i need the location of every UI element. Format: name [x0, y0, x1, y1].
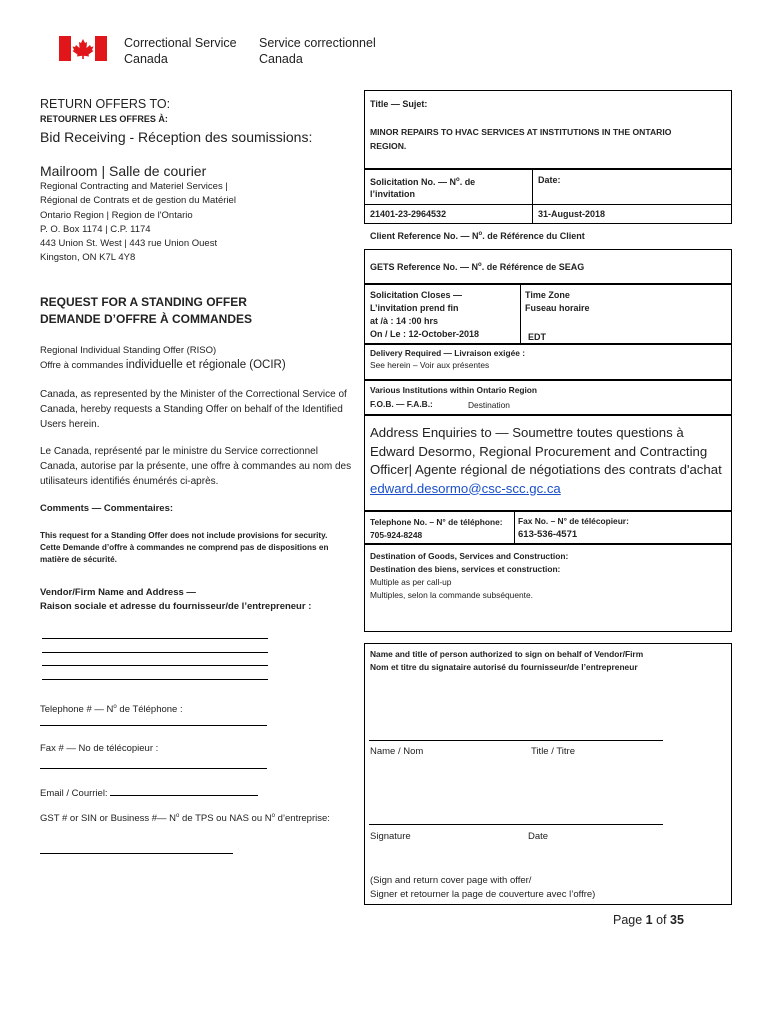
mailroom: Mailroom | Salle de courier	[40, 163, 207, 179]
fob-destination: Destination	[468, 400, 510, 410]
title-label-signer: Title / Titre	[531, 746, 575, 757]
signature-input-line[interactable]	[369, 824, 663, 825]
solicitation-label: Solicitation No. — $N^o$. de l’invitation	[370, 177, 476, 199]
riso-label: Regional Individual Standing Offer (RISO) Offre à commandes individuelle et régionale (OCIR)	[40, 345, 286, 371]
authorized-person-label: Name and title of person authorized to sign on behalf of Vendor/Firm Nom et titre du signataire autorisé du fournisseur/de l’entrepreneur	[370, 649, 644, 672]
contact-email-link[interactable]: edward.desormo@csc-scc.gc.ca	[370, 480, 561, 496]
solicitation-number: 21401-23-2964532	[370, 209, 447, 219]
time-zone-label: Time Zone Fuseau horaire	[525, 290, 590, 313]
fax-label: Fax # — No de télécopieur :	[40, 743, 159, 754]
email-label: Email / Courriel:	[40, 786, 258, 799]
destination-of-goods: Destination of Goods, Services and Construction: Destination des biens, services et construction: Multiple as per call-up Multiples, selon la commande subséquente.	[370, 551, 569, 600]
sign-and-return-note: (Sign and return cover page with offer/ Signer et retourner la page de couverture avec l’offre)	[370, 875, 596, 900]
vendor-line-4[interactable]	[42, 679, 268, 680]
client-reference-label: Client Reference No. — $N^o$. de Référence du Client	[370, 231, 585, 241]
name-label: Name / Nom	[370, 746, 424, 757]
security-note: This request for a Standing Offer does not include provisions for security. Cette Demande d’offre à commandes ne comprend pas de dispositions en matière de sécurité.	[40, 531, 329, 564]
signature-label: Signature	[370, 831, 411, 842]
name-title-input-line[interactable]	[369, 740, 663, 741]
vendor-line-3[interactable]	[42, 665, 268, 666]
delivery-label: Delivery Required — Livraison exigée :	[370, 348, 525, 358]
telephone-label: Telephone # — $N^o$ de Téléphone :	[40, 704, 183, 716]
vendor-line-2[interactable]	[42, 652, 268, 653]
bid-receiving: Bid Receiving - Réception des soumissions:	[40, 129, 313, 145]
gst-input-line[interactable]	[40, 853, 233, 854]
date-label: Date:	[538, 175, 561, 185]
paragraph-french: Le Canada, représenté par le ministre du Service correctionnel Canada, autorise par la présente, une offre à commandes au nom des utilisateurs identifiés énumérés ci-après.	[40, 446, 352, 487]
mailing-address: Regional Contracting and Materiel Services | Régional de Contrats et de gestion du Matériel Ontario Region | Region de l'Ontario P. O. Box 1174 | C.P. 1174 443 Union St. West | 443 rue Union Ouest Kingston, ON K7L 4Y8	[40, 181, 236, 264]
vendor-label: Vendor/Firm Name and Address — Raison sociale et adresse du fournisseur/de l’entrepreneur :	[40, 587, 312, 612]
vendor-line-1[interactable]	[42, 638, 268, 639]
email-input-line[interactable]	[110, 786, 258, 796]
gets-reference-label: GETS Reference No. — $N^o$. de Référence de SEAG	[370, 262, 585, 272]
fax-number: Fax No. – N° de télécopieur: 613-536-4571	[518, 516, 629, 540]
page-number: Page 1 of 35	[613, 913, 684, 927]
request-heading: REQUEST FOR A STANDING OFFER DEMANDE D’OFFRE À COMMANDES	[40, 295, 252, 326]
fob-label: F.O.B. — F.A.B.:	[370, 399, 433, 409]
address-enquiries: Address Enquiries to — Soumettre toutes questions à Edward Desormo, Regional Procurement and Contracting Officer| Agente régional de négotiations des contrats d'achat edward.desormo@csc-scc.gc.ca	[370, 424, 722, 498]
return-offers-en: RETURN OFFERS TO:	[40, 97, 171, 111]
return-offers-fr: RETOURNER LES OFFRES À:	[40, 114, 168, 124]
various-institutions: Various Institutions within Ontario Region	[370, 385, 538, 395]
canada-flag-icon	[59, 36, 107, 61]
date-label-signer: Date	[528, 831, 549, 842]
gst-label: GST # or SIN or Business #— $N^o$ de TPS ou NAS ou $N^o$ d’entreprise:	[40, 813, 330, 825]
signature-box	[364, 643, 732, 905]
telephone-input-line[interactable]	[40, 725, 267, 726]
solicitation-closes: Solicitation Closes — L’invitation prend fin at /à : 14 :00 hrs On / Le : 12-October-2018	[370, 290, 480, 339]
delivery-value: See herein – Voir aux présentes	[370, 360, 490, 370]
paragraph-english: Canada, as represented by the Minister of the Correctional Service of Canada, hereby requests a Standing Offer on behalf of the Identified Users herein.	[40, 389, 347, 430]
org-name-french: Service correctionnel Canada	[259, 36, 376, 66]
comments-label: Comments — Commentaires:	[40, 503, 174, 514]
fax-input-line[interactable]	[40, 768, 267, 769]
time-zone-value: EDT	[528, 332, 546, 342]
title-value: MINOR REPAIRS TO HVAC SERVICES AT INSTITUTIONS IN THE ONTARIO REGION.	[370, 127, 672, 151]
date-value: 31-August-2018	[538, 209, 606, 219]
telephone-number: Telephone No. – N° de téléphone: 705-924-8248	[370, 517, 503, 540]
title-label: Title — Sujet:	[370, 99, 428, 109]
org-name-english: Correctional Service Canada	[124, 36, 237, 66]
